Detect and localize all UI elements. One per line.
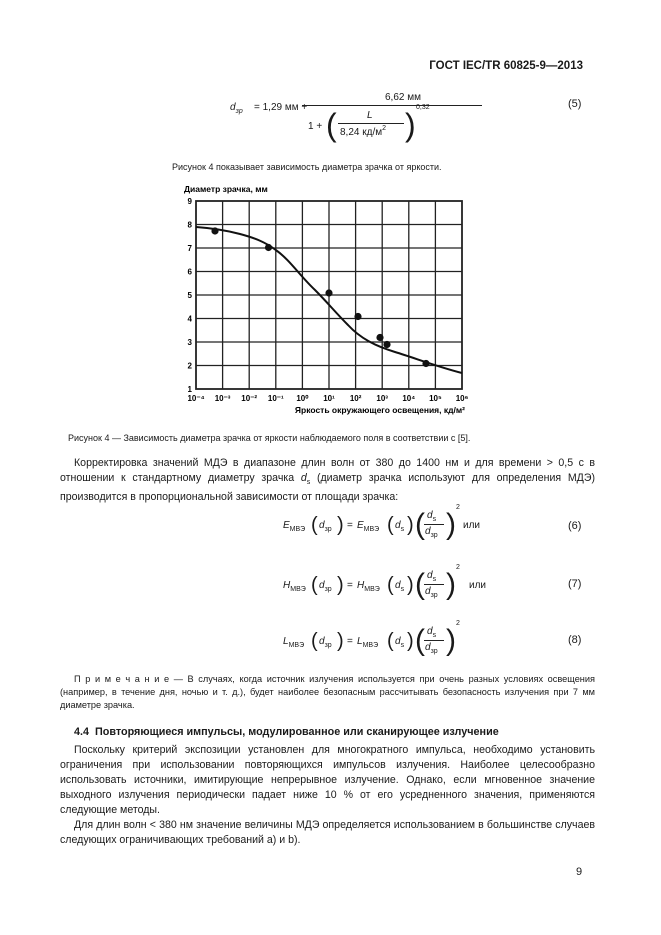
figure-intro-text: Рисунок 4 показывает зависимость диаметра зрачка от яркости. <box>172 162 442 172</box>
document-header: ГОСТ IEC/TR 60825-9—2013 <box>429 60 583 72</box>
chart-ylabel: Диаметр зрачка, мм <box>184 184 268 194</box>
svg-text:10⁻⁴: 10⁻⁴ <box>187 394 205 403</box>
svg-text:10⁻³: 10⁻³ <box>214 394 231 403</box>
paragraph-repeated-pulses: Поскольку критерий экспозиции установлен для многократного импульса, необходимо установить ограничения при использовании повторяющихся импульсов излучения. Наиболее целесообразно использовать источники, имитирующие непрерывное излучение. Однако, если мгновенное значение выходного излучения периодически падает ниже 10 % от его усредненного значения, применяются следующие методы. <box>60 744 595 816</box>
svg-text:10¹: 10¹ <box>323 394 335 403</box>
svg-text:10²: 10² <box>349 394 362 403</box>
chart-xlabel: Яркость окружающего освещения, кд/м² <box>294 405 465 415</box>
svg-text:10⁴: 10⁴ <box>402 394 416 403</box>
svg-text:1: 1 <box>187 385 192 394</box>
svg-text:10⁵: 10⁵ <box>429 394 442 403</box>
formula-5-numerator: 6,62 мм <box>385 92 421 103</box>
svg-text:3: 3 <box>187 338 192 347</box>
svg-text:10³: 10³ <box>376 394 388 403</box>
page-number: 9 <box>576 866 583 878</box>
pupil-diameter-chart <box>180 180 480 420</box>
chart-y-ticks <box>188 197 193 394</box>
paragraph-correction: Корректировка значений МДЭ в диапазоне длин волн от 380 до 1400 нм и для времени > 0,5 с в отношении к стандартному диаметру зрачка $d_s$ (диаметр зрачка используют для определения МДЭ) производится в пропорциональной зависимости от площади зрачка: <box>60 457 595 503</box>
svg-text:4: 4 <box>187 314 192 324</box>
formula-5-constant: = 1,29 мм + <box>254 102 308 113</box>
svg-text:5: 5 <box>187 291 192 300</box>
formula-5-inner-num: L <box>367 110 373 121</box>
svg-text:7: 7 <box>187 244 192 253</box>
left-paren: ( <box>326 107 337 143</box>
svg-text:10⁻¹: 10⁻¹ <box>267 394 284 403</box>
formula-5 <box>230 92 480 142</box>
formula-5-inner-den: 8,24 $кд/м^2$ <box>340 125 387 138</box>
equation-number-7: (7) <box>568 578 582 590</box>
svg-text:6: 6 <box>187 267 192 277</box>
note: П р и м е ч а н и е — В случаях, когда источник излучения используется при очень разных условиях освещения (например, в течение дня, ночью и т. д.), будет наиболее безопасным рассчитывать безопасность излучения при 7 мм диаметре зрачка. <box>60 674 595 710</box>
inner-fraction-bar <box>338 123 404 124</box>
equation-number-6: (6) <box>568 520 582 532</box>
equation-number-5: (5) <box>568 98 582 110</box>
right-paren: ) <box>405 107 416 143</box>
svg-text:9: 9 <box>187 197 192 206</box>
formula-5-exponent: 0,32 <box>416 104 430 111</box>
chart-x-ticks <box>187 394 468 403</box>
formula-5-den-one: 1 + <box>308 121 323 132</box>
svg-text:8: 8 <box>187 220 192 230</box>
figure-caption: Рисунок 4 — Зависимость диаметра зрачка от яркости наблюдаемого поля в соответствии с [5]. <box>68 433 471 443</box>
svg-text:10⁻²: 10⁻² <box>241 394 258 403</box>
svg-text:10⁰: 10⁰ <box>296 394 309 403</box>
formula-5-lhs: $d_{зр}$ <box>230 102 243 115</box>
equation-number-8: (8) <box>568 634 582 646</box>
paragraph-wavelength: Для длин волн < 380 нм значение величины МДЭ определяется использованием в большинстве случаев следующих ограничивающих требований а) и b). <box>60 819 595 846</box>
section-heading: 4.4 Повторяющиеся импульсы, модулированное или сканирующее излучение <box>74 726 499 738</box>
svg-text:10⁶: 10⁶ <box>455 394 469 403</box>
svg-text:2: 2 <box>187 361 192 371</box>
fraction-bar <box>302 105 482 106</box>
